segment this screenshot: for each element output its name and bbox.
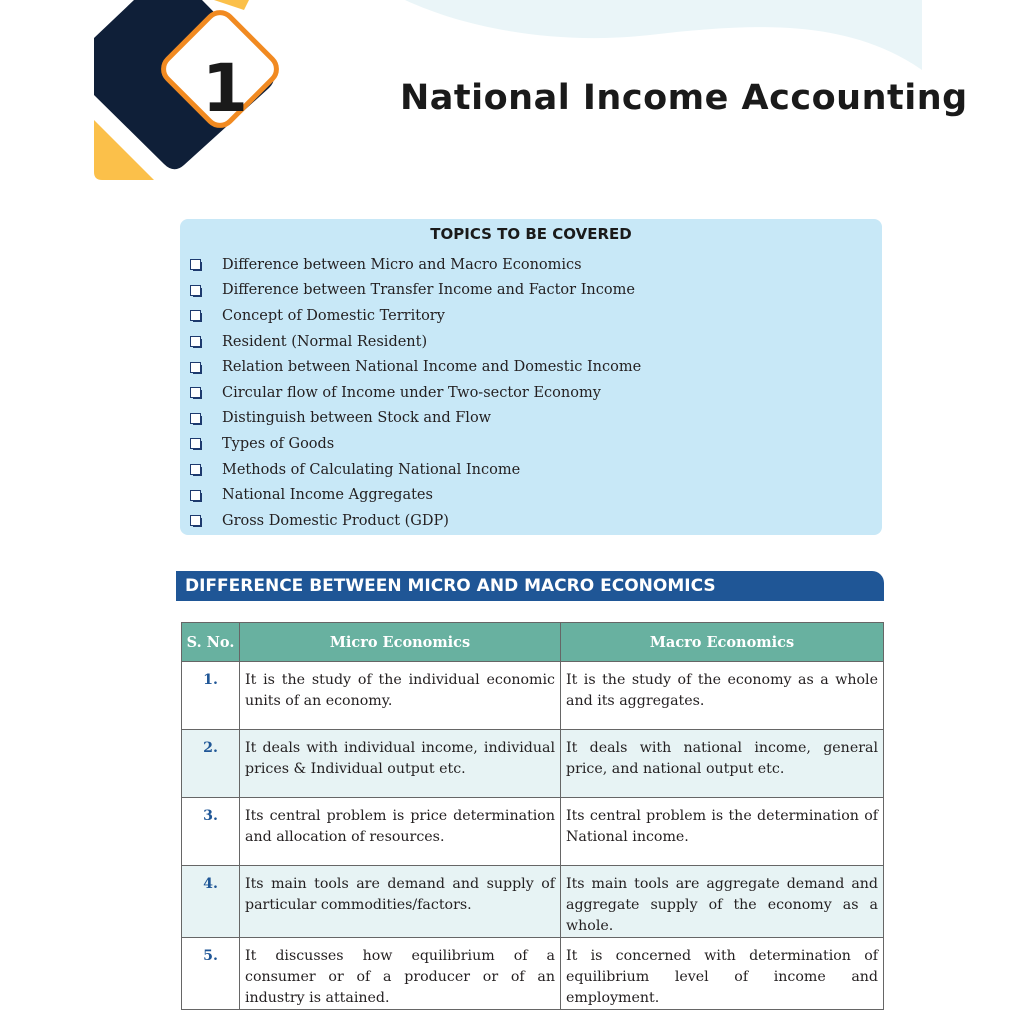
topic-item bbox=[180, 252, 641, 278]
table-row bbox=[182, 938, 884, 1010]
topic-item bbox=[180, 431, 641, 457]
comparison-table bbox=[181, 622, 884, 1010]
topic-item bbox=[180, 406, 641, 432]
table-row bbox=[182, 730, 884, 798]
row-macro: It is concerned with determination of equilibrium level of income and employment. bbox=[561, 938, 884, 1010]
topic-label: Gross Domestic Product (GDP) bbox=[222, 512, 449, 529]
table-row bbox=[182, 866, 884, 938]
topic-label: Concept of Domestic Territory bbox=[222, 307, 445, 324]
row-macro: It is the study of the economy as a whole and its aggregates. bbox=[561, 662, 884, 730]
topic-item bbox=[180, 457, 641, 483]
topic-item bbox=[180, 482, 641, 508]
checkbox-icon bbox=[190, 515, 201, 526]
topic-label: Relation between National Income and Domestic Income bbox=[222, 359, 642, 376]
checkbox-icon bbox=[190, 336, 201, 347]
topic-label: Resident (Normal Resident) bbox=[222, 333, 428, 350]
header-sno: S. No. bbox=[182, 623, 240, 662]
table-row bbox=[182, 798, 884, 866]
row-sno: 4. bbox=[182, 866, 240, 938]
checkbox-icon bbox=[190, 464, 201, 475]
topic-item bbox=[180, 278, 641, 304]
topics-box bbox=[180, 219, 882, 535]
row-micro: Its main tools are demand and supply of particular commodities/factors. bbox=[240, 866, 561, 938]
checkbox-icon bbox=[190, 285, 201, 296]
checkbox-icon bbox=[190, 490, 201, 501]
header-micro: Micro Economics bbox=[240, 623, 561, 662]
checkbox-icon bbox=[190, 362, 201, 373]
chapter-title: National Income Accounting bbox=[400, 78, 968, 118]
topic-item bbox=[180, 329, 641, 355]
section-banner: DIFFERENCE BETWEEN MICRO AND MACRO ECONOMICS bbox=[176, 571, 884, 601]
chapter-number: 1 bbox=[202, 49, 248, 127]
row-sno: 3. bbox=[182, 798, 240, 866]
table-header-row bbox=[182, 623, 884, 662]
topic-label: Difference between Transfer Income and Factor Income bbox=[222, 282, 635, 299]
row-macro: Its main tools are aggregate demand and aggregate supply of the economy as a whole. bbox=[561, 866, 884, 938]
topics-heading: TOPICS TO BE COVERED bbox=[430, 225, 632, 243]
row-micro: Its central problem is price determination and allocation of resources. bbox=[240, 798, 561, 866]
checkbox-icon bbox=[190, 413, 201, 424]
topic-label: Distinguish between Stock and Flow bbox=[222, 410, 492, 427]
topic-label: National Income Aggregates bbox=[222, 487, 433, 504]
row-micro: It is the study of the individual economic units of an economy. bbox=[240, 662, 561, 730]
checkbox-icon bbox=[190, 259, 201, 270]
topic-label: Circular flow of Income under Two-sector Economy bbox=[222, 384, 601, 401]
row-micro: It deals with individual income, individual prices & Individual output etc. bbox=[240, 730, 561, 798]
row-sno: 2. bbox=[182, 730, 240, 798]
topic-label: Methods of Calculating National Income bbox=[222, 461, 521, 478]
checkbox-icon bbox=[190, 438, 201, 449]
table-row bbox=[182, 662, 884, 730]
row-sno: 1. bbox=[182, 662, 240, 730]
topic-label: Difference between Micro and Macro Economics bbox=[222, 256, 582, 273]
topic-item bbox=[180, 354, 641, 380]
checkbox-icon bbox=[190, 310, 201, 321]
topic-item bbox=[180, 508, 641, 534]
topic-item bbox=[180, 380, 641, 406]
table-body bbox=[182, 662, 884, 1010]
row-macro: Its central problem is the determination of National income. bbox=[561, 798, 884, 866]
checkbox-icon bbox=[190, 387, 201, 398]
row-sno: 5. bbox=[182, 938, 240, 1010]
topic-list bbox=[180, 252, 641, 534]
row-macro: It deals with national income, general price, and national output etc. bbox=[561, 730, 884, 798]
header-macro: Macro Economics bbox=[561, 623, 884, 662]
row-micro: It discusses how equilibrium of a consumer or of a producer or of an industry is attained. bbox=[240, 938, 561, 1010]
topic-label: Types of Goods bbox=[222, 435, 335, 452]
topic-item bbox=[180, 303, 641, 329]
